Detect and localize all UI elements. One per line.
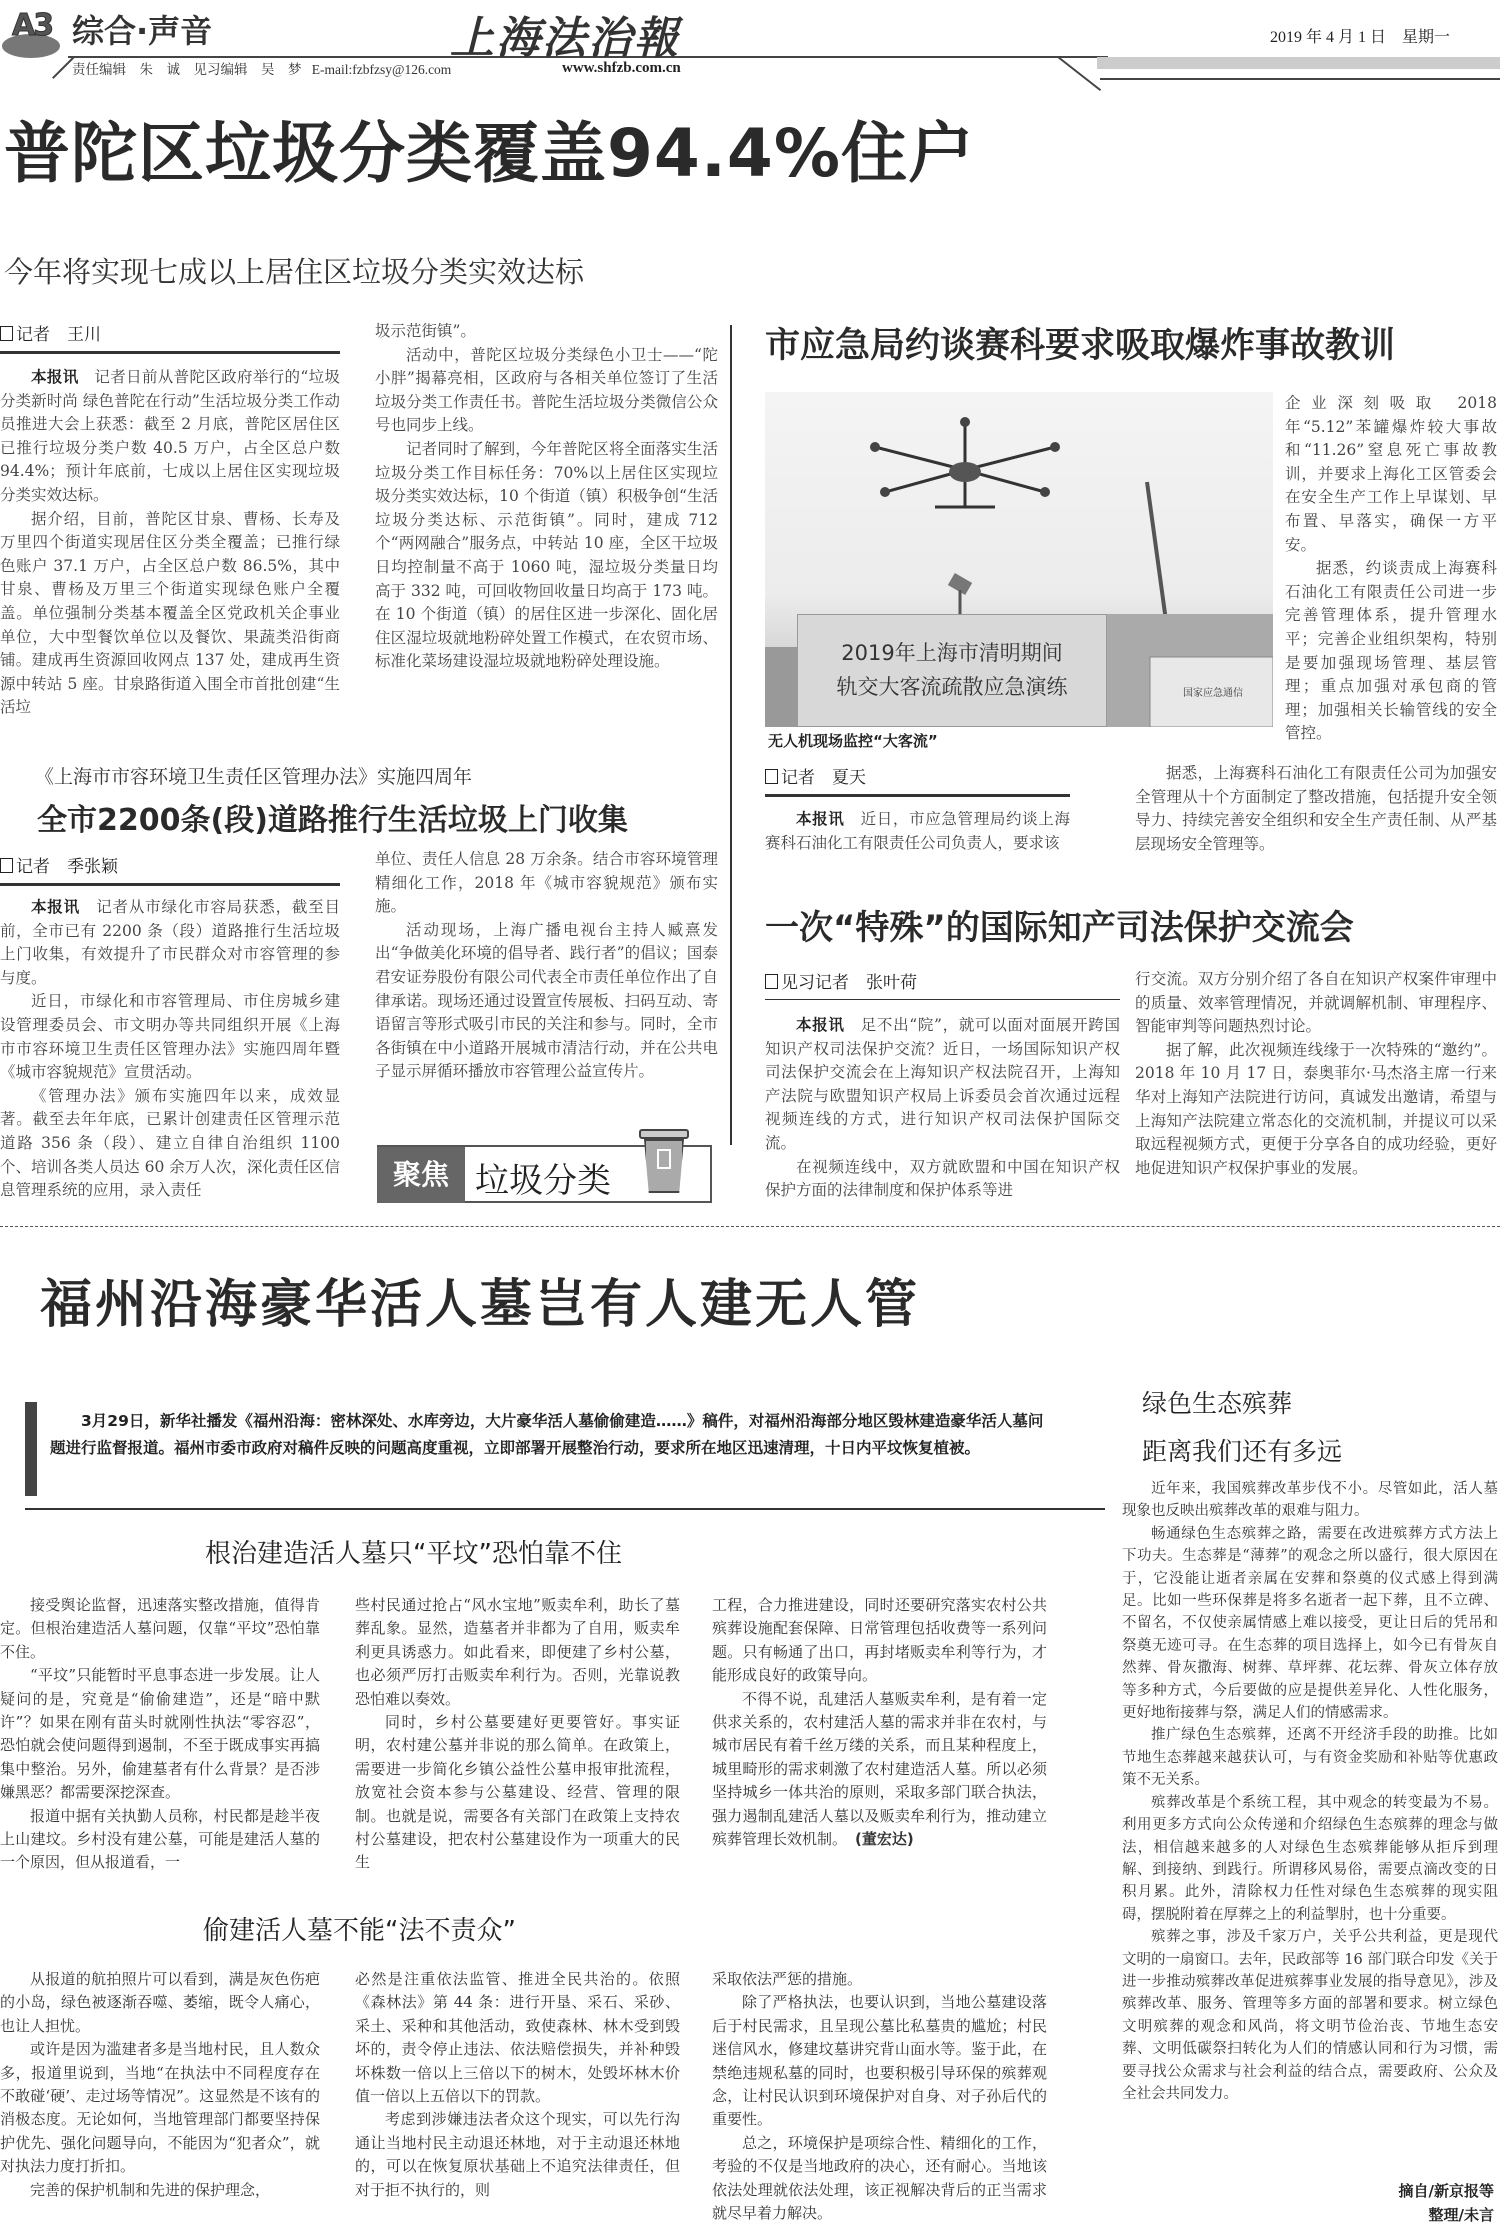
commentary1-col3: 工程，合力推进建设，同时还要研究落实农村公共殡葬设施配套保障、日常管理包括收费等一系列问题。只有畅通了出口，再封堵贩卖牟利等行为，才能形成良好的政策导向。 不得不说，乱建活人墓贩卖牟利，是有着一定供求关系的，农村建活人墓的需求并非在农村，与城市居民有着千丝万缕的关系，而且某种程度上，城里畸形的需求刺激了农村建造活人墓。所以必须坚持城乡一体共治的原则，采取多部门联合执法，强力遏制乱建活人墓以及贩卖牟利行为，推动建立殡葬管理长效机制。 (董宏达) bbox=[712, 1596, 1047, 1849]
commentary1-col1: 接受舆论监督，迅速落实整改措施，值得肯定。但根治建造活人墓问题，仅靠“平坟”恐怕靠不住。 “平坟”只能暂时平息事态进一步发展。让人疑问的是，究竟是“偷偷建造”，还是“暗中默许”？如果在刚有苗头时就刚性执法“零容忍”，恐怕就会使问题得到遏制，不至于既成事实再搞集中整治。另外，偷建墓者有什么背景？是否涉嫌黑恶？都需要深挖深查。 报道中据有关执勤人员称，村民都是趁半夜上山建坟。乡村没有建公墓，可能是建活人墓的一个原因，但从报道看，一 bbox=[0, 1596, 320, 1872]
editor-credits bbox=[72, 58, 451, 78]
masthead bbox=[0, 0, 1500, 80]
commentary2-col3: 采取依法严惩的措施。 除了严格执法，也要认识到，当地公墓建设落后于村民需求，且呈现公墓比私墓贵的尴尬；村民迷信风水，修建坟墓讲究背山面水等。鉴于此，在禁绝违规私墓的同时，也要积极引导环保的殡葬观念，让村民认识到环境保护对自身、对子孙后代的重要性。 总之，环境保护是项综合性、精细化的工作，考验的不仅是当地政府的决心，还有耐心。当地该依法处理就依法处理，该正视解决背后的正当需求就尽早着力解决。 bbox=[712, 1970, 1047, 2223]
ip-col1: 本报讯 足不出“院”，就可以面对面展开跨国知识产权司法保护交流？近日，一场国际知识产权司法保护交流会在上海知识产权法院召开，上海知产法院与欧盟知识产权局上诉委员会首次通过远程视频连线的方式，进行知识产权司法保护国际交流。 在视频连线中，双方就欧盟和中国在知识产权保护方面的法律制度和保护体系等进 bbox=[765, 1016, 1120, 1200]
intro-accent-bar bbox=[25, 1402, 37, 1496]
section-title: 综合·声音 bbox=[72, 12, 213, 50]
column-divider bbox=[730, 325, 732, 1145]
emergency-col2: 据悉，上海赛科石油化工有限责任公司为加强安全管理从十个方面制定了整改措施，包括提升安全领导力、持续完善安全组织和安全生产责任制、从严基层现场安全管理等。 bbox=[1135, 764, 1497, 853]
commentary2-col2: 必然是注重依法监管、推进全民共治的。依照《森林法》第 44 条：进行开垦、采石、采砂、采土、采种和其他活动，致使森林、林木受到毁坏的，责令停止违法、依法赔偿损失，并补种毁坏株数一倍以上三倍以下的树木，处毁坏林木价值一倍以上五倍以下的罚款。 考虑到涉嫌违法者众这个现实，可以先行沟通让当地村民主动退还林地，对于主动退还林地的，可以在恢复原状基础上不追究法律责任，但对于拒不执行的，则 bbox=[355, 1970, 680, 2199]
commentary1-author: (董宏达) bbox=[855, 1830, 914, 1849]
emergency-col1: 本报讯 近日，市应急管理局约谈上海赛科石油化工有限责任公司负责人，要求该 bbox=[765, 810, 1070, 852]
truck-label: 国家应急通信 bbox=[1183, 688, 1243, 699]
lead-col2: 圾示范街镇”。 活动中，普陀区垃圾分类绿色小卫士——“陀小胖”揭幕亮相，区政府与各相关单位签订了生活垃圾分类工作责任书。普陀生活垃圾分类微信公众号也同步上线。 记者同时了解到，今年普陀区将全面落实生活垃圾分类工作目标任务：70%以上居住区实现垃圾分类实效达标，10 个街道（镇）积极争创“生活垃圾分类达标、示范街镇”。同时，建成 712 个“两网融合”服务点，中转站 10 座，全区干垃圾日均控制量不高于 1060 吨，湿垃圾分类量日均高于 332 吨，可回收物回收量日均高于 173 吨。在 10 个街道（镇）的居住区进一步深化、固化居住区湿垃圾就地粉碎处置工作模式，在农贸市场、标准化菜场建设湿垃圾就地粉碎处理设施。 bbox=[375, 322, 718, 671]
commentary1-col2: 些村民通过抢占“风水宝地”贩卖牟利，助长了墓葬乱象。显然，造墓者并非都为了自用，贩卖牟利更具诱惑力。如此看来，即便建了乡村公墓，也必须严厉打击贩卖牟利行为。否则，光靠说教恐怕难以奏效。 同时，乡村公墓要建好更要管好。事实证明，农村建公墓并非说的那么简单。在政策上，需要进一步简化乡镇公益性公墓申报审批流程，放宽社会资本参与公墓建设、经营、管理的限制。也就是说，需要各有关部门在政策上支持农村公墓建设，把农村公墓建设作为一项重大的民生 bbox=[355, 1596, 680, 1872]
sidebar-source: 摘自/新京报等 bbox=[1398, 2182, 1494, 2200]
photo-caption: 无人机现场监控“大客流” bbox=[768, 732, 938, 750]
commentary1-title: 根治建造活人墓只“平坟”恐怕靠不住 bbox=[205, 1539, 622, 1569]
issue-date: 2019 年 4 月 1 日 星期一 bbox=[1270, 29, 1451, 46]
fuzhou-intro: 3月29日，新华社播发《福州沿海：密林深处、水库旁边，大片豪华活人墓偷偷建造……》稿件，对福州沿海部分地区毁林建造豪华活人墓问题进行监督报道。福州市委市政府对稿件反映的问题高度重视，立即部署开展整治行动，要求所在地区迅速清理，十日内平坟恢复植被。 bbox=[50, 1412, 1044, 1457]
sidebar-title-line1: 绿色生态殡葬 bbox=[1142, 1389, 1293, 1418]
masthead-rule-right bbox=[1100, 78, 1500, 80]
section-divider bbox=[0, 1226, 1500, 1227]
lead-col1: 本报讯 记者日前从普陀区政府举行的“垃圾分类新时尚 绿色普陀在行动”生活垃圾分类工作动员推进大会上获悉：截至 2 月底，普陀区居住区已推行垃圾分类户数 40.5 万户，占全区总户数 94.4%；预计年底前，七成以上居住区实现垃圾分类实效达标。 据介绍，目前，普陀区甘泉、曹杨、长寿及万里四个街道实现居住区分类全覆盖；已推行绿色账户 37.1 万户，占全区总户数 86.5%，其中甘泉、曹杨及万里三个街道实现绿色账户全覆盖。单位强制分类基本覆盖全区党政机关企事业单位，大中型餐饮单位以及餐饮、果蔬类沿街商铺。建成再生资源回收网点 137 处，建成再生资源中转站 5 座。甘泉路街道入围全市首批创建“生活垃 bbox=[0, 368, 340, 717]
editors: 责任编辑 朱 诚 见习编辑 吴 梦 bbox=[72, 62, 302, 78]
byline-box-icon bbox=[0, 858, 13, 873]
emergency-side-col: 企业深刻吸取 2018 年“5.12”苯罐爆炸较大事故和“11.26”窒息死亡事故教训，并要求上海化工区管委会在安全生产工作上早谋划、早布置、早落实，确保一方平安。 据悉，约谈责成上海赛科石油化工有限责任公司进一步完善管理体系，提升管理水平；完善企业组织架构，特别是要加强现场管理、基层管理；重点加强对承包商的管理；加强相关长输管线的安全管控。 bbox=[1285, 394, 1497, 743]
commentary2-title: 偷建活人墓不能“法不责众” bbox=[203, 1916, 516, 1946]
ip-byline: 见习记者 张叶荷 bbox=[765, 968, 1120, 1000]
lead-subheadline: 今年将实现七成以上居住区垃圾分类实效达标 bbox=[4, 255, 585, 289]
byline-box-icon bbox=[765, 974, 778, 989]
commentary2-col1: 从报道的航拍照片可以看到，满是灰色伤疤的小岛，绿色被逐渐吞噬、萎缩，既令人痛心，也让人担忧。 或许是因为滥建者多是当地村民，且人数众多，报道里说到，当地“在执法中不同程度存在不敢碰‘硬’、走过场等情况”。这显然是不该有的消极态度。无论如何，当地管理部门都要坚持保护优先、强化问题导向，不能因为“犯者众”，就对执法力度打折扣。 完善的保护机制和先进的保护理念， bbox=[0, 1970, 320, 2199]
lead-headline: 普陀区垃圾分类覆盖94.4%住户 bbox=[4, 115, 975, 192]
website[interactable]: www.shfzb.com.cn bbox=[562, 60, 681, 76]
focus-label: 聚焦 bbox=[377, 1147, 465, 1203]
fuzhou-headline: 福州沿海豪华活人墓岂有人建无人管 bbox=[40, 1275, 921, 1335]
road-kicker: 《上海市市容环境卫生责任区管理办法》实施四周年 bbox=[35, 766, 473, 788]
sidebar-editor: 整理/未言 bbox=[1428, 2206, 1494, 2224]
lead-byline: 记者 王川 bbox=[0, 320, 340, 354]
sidebar-body: 近年来，我国殡葬改革步伐不小。尽管如此，活人墓现象也反映出殡葬改革的艰难与阻力。 畅通绿色生态殡葬之路，需要在改进殡葬方式方法上下功夫。生态葬是“薄葬”的观念之所以盛行，很大原因在于，它没能让逝者亲属在安葬和祭奠的仪式感上得到满足。比如一些环保葬是将多名逝者一起下葬，且不立碑、不留名，不仅使亲属情感上难以接受，更让日后的凭吊和祭奠无迹可寻。在生态葬的项目选择上，如今已有骨灰自然葬、骨灰撒海、树葬、草坪葬、花坛葬、骨灰立体存放等多种方式，今后要做的应是提供差异化、人性化服务，更好地衔接葬与祭，满足人们的情感需求。 推广绿色生态殡葬，还离不开经济手段的助推。比如节地生态葬越来越获认可，与有资金奖励和补贴等优惠政策不无关系。 殡葬改革是个系统工程，其中观念的转变最为不易。利用更多方式向公众传递和介绍绿色生态殡葬的理念与做法，相信越来越多的人对绿色生态殡葬能够从拒斥到理解、到接纳、到践行。所谓移风易俗，需要点滴改变的日积月累。此外，清除权力任性对绿色生态殡葬的现实阻碍，摆脱附着在厚葬之上的利益掣肘，也十分重要。 殡葬之事，涉及千家万户，关乎公共利益，更是现代文明的一扇窗口。去年，民政部等 16 部门联合印发《关于进一步推动殡葬改革促进殡葬事业发展的指导意见》，涉及殡葬改革、服务、管理等多方面的部署和要求。树立绿色文明殡葬的观念和风尚，将文明节俭治丧、节地生态安葬、文明低碳祭扫转化为人们的情感认同和行为习惯，需要寻找公众需求与社会利益的结合点，需要政府、公众及全社会共同发力。 bbox=[1122, 1481, 1498, 2102]
fuzhou-intro-box bbox=[25, 1400, 1105, 1510]
email-address[interactable]: E-mail:fzbfzsy@126.com bbox=[311, 62, 452, 77]
drone-photo bbox=[765, 392, 1273, 727]
trash-bin-icon bbox=[639, 1129, 689, 1201]
paper-name-logo: 上海法治報 bbox=[450, 13, 680, 64]
focus-banner bbox=[377, 1145, 712, 1203]
road-col2: 单位、责任人信息 28 万余条。结合市容环境管理精细化工作，2018 年《城市容貌规范》颁布实施。 活动现场，上海广播电视台主持人臧熹发出“争做美化环境的倡导者、践行者”的倡议；国泰君安证券股份有限公司代表全市责任单位作出了自律承诺。现场还通过设置宣传展板、扫码互动、寄语留言等形式吸引市民的关注和参与。同时，全市各街镇在中小道路开展城市清洁行动，并在公共电子显示屏循环播放市容管理公益宣传片。 bbox=[375, 850, 718, 1081]
focus-topic: 垃圾分类 bbox=[475, 1161, 611, 1201]
masthead-gray-bar bbox=[1097, 57, 1500, 69]
emergency-byline: 记者 夏天 bbox=[765, 763, 1070, 797]
road-col1: 本报讯 记者从市绿化市容局获悉，截至目前，全市已有 2200 条（段）道路推行生活垃圾上门收集，有效提升了市民群众对市容管理的参与度。 近日，市绿化和市容管理局、市住房城乡建设管理委员会、市文明办等共同组织开展《上海市市容环境卫生责任区管理办法》实施四周年暨《城市容貌规范》宣贯活动。 《管理办法》颁布实施四年以来，成效显著。截至去年年底，已累计创建责任区管理示范道路 356 条（段）、建立自律自治组织 1100 个、培训各类人员达 60 余万人次，深化责任区信息管理系统的应用，录入责任 bbox=[0, 898, 340, 1200]
ip-col2: 行交流。双方分别介绍了各自在知识产权案件审理中的质量、效率管理情况，并就调解机制、审理程序、智能审判等问题热烈讨论。 据了解，此次视频连线缘于一次特殊的“邀约”。2018 年 10 月 17 日，泰奥菲尔·马杰洛主席一行来华对上海知产法院进行访问，真诚发出邀请，希望与上海知产法院建立常态化的交流机制，并提议可以采取远程视频方式，更便于分享各自的成功经验，更好地促进知识产权保护事业的发展。 bbox=[1135, 970, 1497, 1177]
emergency-headline: 市应急局约谈赛科要求吸取爆炸事故教训 bbox=[765, 326, 1396, 366]
page-badge: A3 bbox=[2, 8, 62, 58]
ip-headline: 一次“特殊”的国际知产司法保护交流会 bbox=[765, 908, 1354, 948]
event-banner: 2019年上海市清明期间 轨交大客流疏散应急演练 bbox=[797, 614, 1107, 727]
road-headline: 全市2200条(段)道路推行生活垃圾上门收集 bbox=[37, 803, 628, 838]
road-byline: 记者 季张颖 bbox=[0, 852, 340, 886]
byline-box-icon bbox=[765, 769, 778, 784]
sidebar-title-line2: 距离我们还有多远 bbox=[1142, 1437, 1343, 1466]
byline-box-icon bbox=[0, 326, 13, 341]
masthead-slant-right bbox=[1057, 56, 1101, 91]
